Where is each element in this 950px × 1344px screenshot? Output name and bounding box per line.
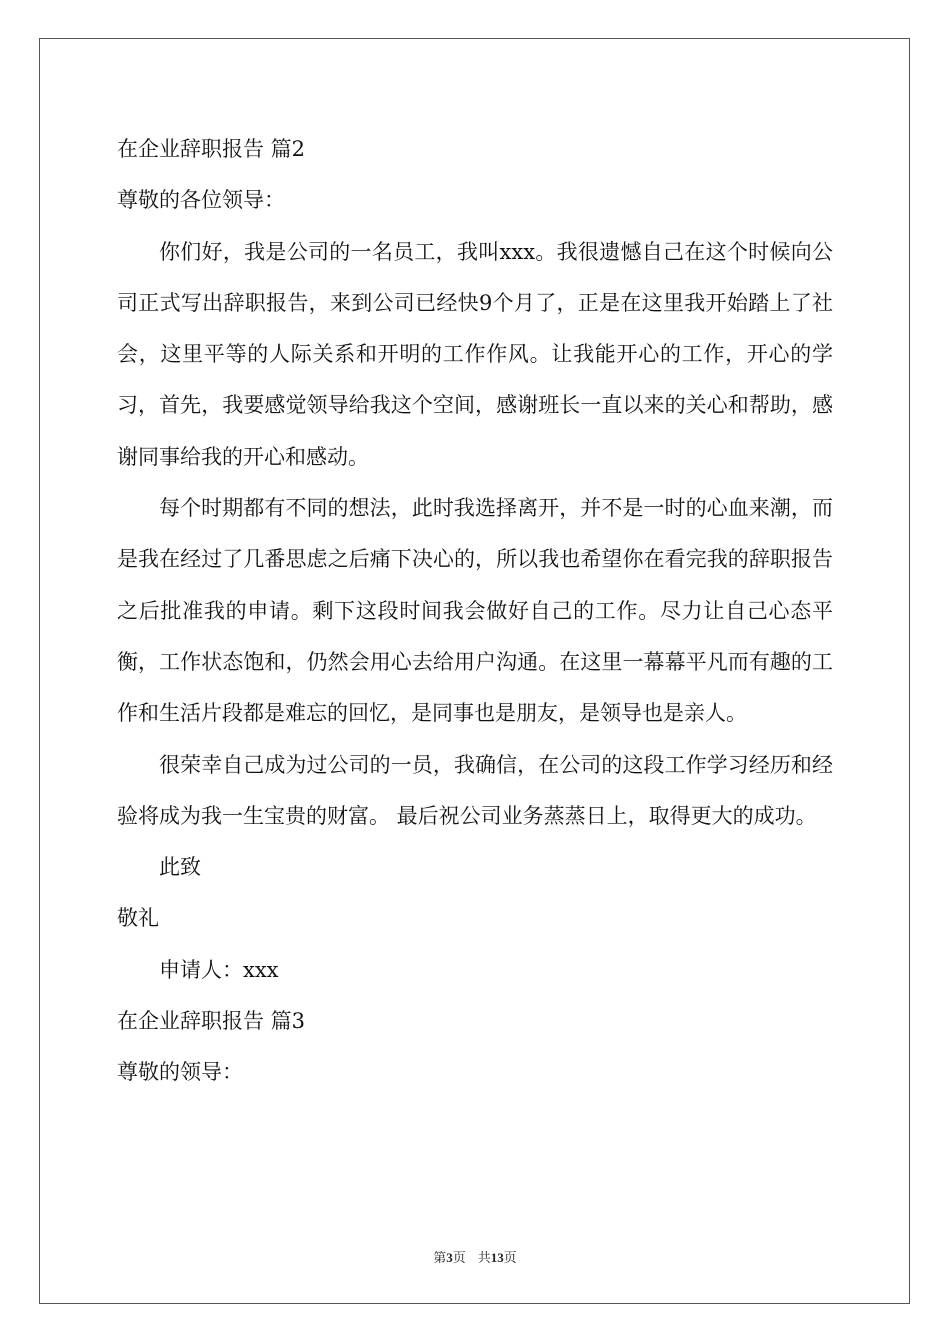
- total-prefix: 共: [477, 1251, 491, 1266]
- document-body: [117, 124, 833, 1099]
- closing-salute: 敬礼: [117, 906, 159, 931]
- salutation: 尊敬的领导：: [117, 1060, 243, 1085]
- total-pages: 13: [490, 1250, 504, 1265]
- salutation: 尊敬的各位领导：: [117, 188, 285, 213]
- page-footer: [0, 1247, 950, 1266]
- applicant-signature: 申请人：xxx: [159, 957, 279, 982]
- page-prefix: 第: [433, 1251, 447, 1266]
- total-suffix: 页: [503, 1251, 517, 1266]
- section-heading: 在企业辞职报告 篇3: [117, 1009, 306, 1034]
- body-paragraph: 你们好，我是公司的一名员工，我叫xxx。我很遗憾自己在这个时候向公司正式写出辞职报告，来到公司已经快9个月了，正是在这里我开始踏上了社会，这里平等的人际关系和开明的工作作风。让我能开心的工作，开心的学习，首先，我要感觉领导给我这个空间，感谢班长一直以来的关心和帮助，感谢同事给我的开心和感动。: [117, 239, 833, 469]
- section-heading: 在企业辞职报告 篇2: [117, 137, 306, 161]
- page-suffix: 页: [452, 1251, 466, 1266]
- closing-phrase: 此致: [159, 855, 201, 880]
- page-number: 3: [446, 1250, 453, 1265]
- body-paragraph: 很荣幸自己成为过公司的一员，我确信，在公司的这段工作学习经历和经验将成为我一生宝贵的财富。 最后祝公司业务蒸蒸日上，取得更大的成功。: [117, 752, 833, 828]
- body-paragraph: 每个时期都有不同的想法，此时我选择离开，并不是一时的心血来潮，而是我在经过了几番思虑之后痛下决心的，所以我也希望你在看完我的辞职报告之后批准我的申请。剩下这段时间我会做好自己的工作。尽力让自己心态平衡，工作状态饱和，仍然会用心去给用户沟通。在这里一幕幕平凡而有趣的工作和生活片段都是难忘的回忆，是同事也是朋友，是领导也是亲人。: [117, 496, 833, 726]
